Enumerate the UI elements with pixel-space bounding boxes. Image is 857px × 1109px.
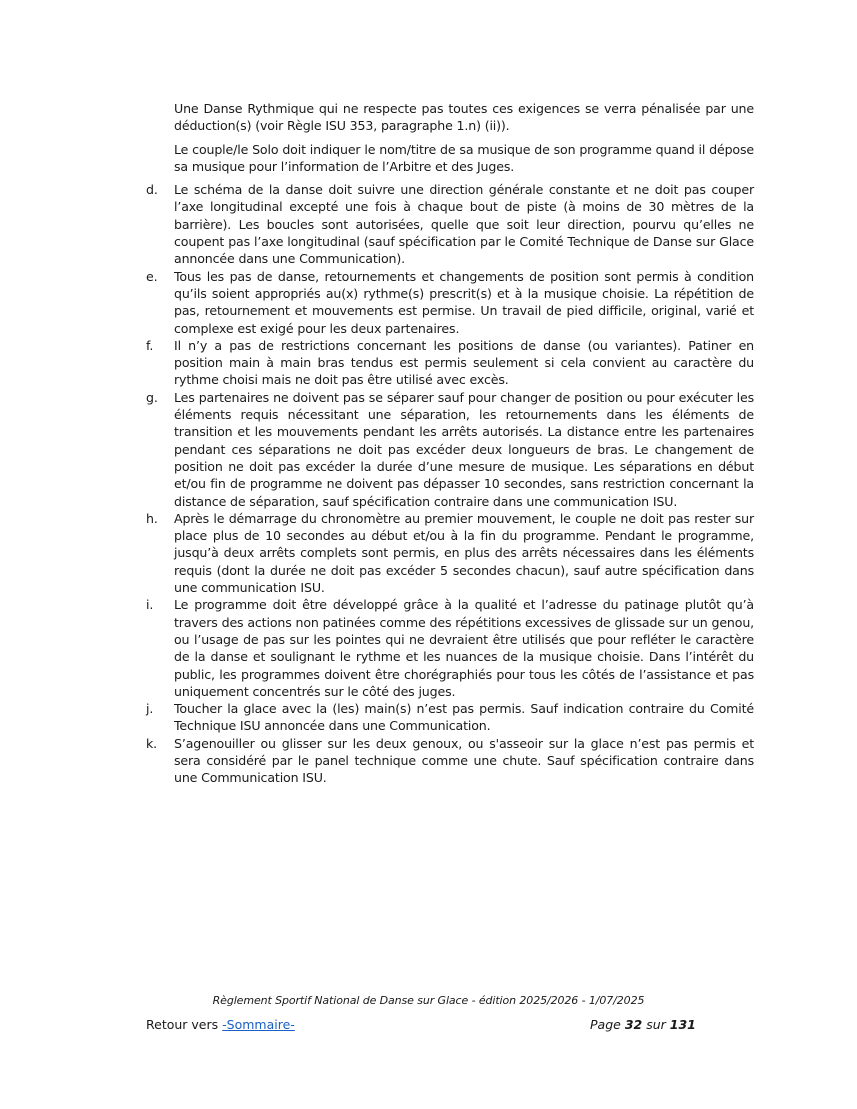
page-number (590, 1017, 696, 1032)
current-page: 32 (624, 1017, 643, 1032)
document-body (146, 100, 754, 787)
item-text: Tous les pas de danse, retournements et changements de position sont permis à condition qu’ils soient appropriés au(x) rythme(s) prescrit(s) et à la musique choisie. La répétition de pas, retournement et mouvements est permise. Un travail de pied difficile, original, varié et complexe est exigé pour les deux partenaires. (174, 268, 754, 336)
page-word: Page (590, 1017, 621, 1032)
list-item (146, 389, 754, 510)
list-item (146, 337, 754, 389)
item-text: Les partenaires ne doivent pas se séparer sauf pour changer de position ou pour exécuter les éléments requis nécessitant une séparation, les retournements dans les éléments de transition et les mouvements pendant les arrêts autorisés. La distance entre les partenaires pendant ces séparations ne doit pas excéder deux longueurs de bras. Le changement de position ne doit pas excéder la durée d’une mesure de musique. Les séparations en début et/ou fin de programme ne doivent pas dépasser 10 secondes, sans restriction concernant la distance de séparation, sauf spécification contraire dans une communication ISU. (174, 389, 754, 509)
list-item (146, 510, 754, 596)
summary-link[interactable]: -Sommaire- (222, 1017, 295, 1032)
footer-back (146, 1017, 295, 1032)
back-prefix: Retour vers (146, 1017, 223, 1032)
list-item (146, 181, 754, 267)
of-word: sur (646, 1017, 666, 1032)
item-label: d. (146, 182, 158, 198)
rules-list (146, 181, 754, 786)
intro-paragraph: Le couple/le Solo doit indiquer le nom/titre de sa musique de son programme quand il dépose sa musique pour l’information de l’Arbitre et des Juges. (174, 141, 754, 174)
list-item (146, 596, 754, 700)
list-item (146, 268, 754, 337)
list-item (146, 735, 754, 787)
item-text: S’agenouiller ou glisser sur les deux genoux, ou s'asseoir sur la glace n’est pas permis et sera considéré par le panel technique comme une chute. Sauf spécification contraire dans une Communication ISU. (174, 735, 754, 786)
item-text: Le programme doit être développé grâce à la qualité et l’adresse du patinage plutôt qu’à travers des actions non patinées comme des répétitions excessives de glissade sur un genou, ou l’usage de pas sur les pointes qui ne devraient être utilisés que pour refléter le caractère de la danse et soulignant le rythme et les nuances de la musique choisie. Dans l’intérêt du public, les programmes doivent être chorégraphiés pour tous les côtés de l’assistance et pas uniquement concentrés sur le côté des juges. (174, 597, 754, 699)
footer-edition: Règlement Sportif National de Danse sur Glace - édition 2025/2026 - 1/07/2025 (212, 994, 645, 1007)
intro-paragraph: Une Danse Rythmique qui ne respecte pas toutes ces exigences se verra pénalisée par une déduction(s) (voir Règle ISU 353, paragraphe 1.n) (ii)). (174, 101, 754, 134)
item-text: Il n’y a pas de restrictions concernant les positions de danse (ou variantes). Patiner en position main à main bras tendus est permis seulement si cela convient au caractère du rythme choisi mais ne doit pas être utilisé avec excès. (174, 337, 754, 388)
item-label: i. (146, 597, 154, 613)
item-text: Après le démarrage du chronomètre au premier mouvement, le couple ne doit pas rester sur place plus de 10 secondes au début et/ou à la fin du programme. Pendant le programme, jusqu’à deux arrêts complets sont permis, en plus des arrêts nécessaires dans les éléments requis (dont la durée ne doit pas excéder 5 secondes chacun), sauf autre spécification dans une communication ISU. (174, 510, 754, 596)
item-text: Le schéma de la danse doit suivre une direction générale constante et ne doit pas couper l’axe longitudinal excepté une fois à chaque bout de piste (à moins de 30 mètres de la barrière). Les boucles sont autorisées, quelle que soit leur direction, pourvu qu’elles ne coupent pas l’axe longitudinal (sauf spécification par le Comité Technique de Danse sur Glace annoncée dans une Communication). (174, 182, 754, 267)
item-text: Toucher la glace avec la (les) main(s) n’est pas permis. Sauf indication contraire du Comité Technique ISU annoncée dans une Communication. (174, 701, 754, 734)
item-label: g. (146, 389, 158, 405)
item-label: h. (146, 510, 158, 526)
item-label: k. (146, 735, 157, 751)
list-item (146, 700, 754, 735)
total-pages: 131 (669, 1017, 696, 1032)
item-label: f. (146, 337, 154, 353)
item-label: e. (146, 268, 158, 284)
item-label: j. (146, 701, 154, 717)
